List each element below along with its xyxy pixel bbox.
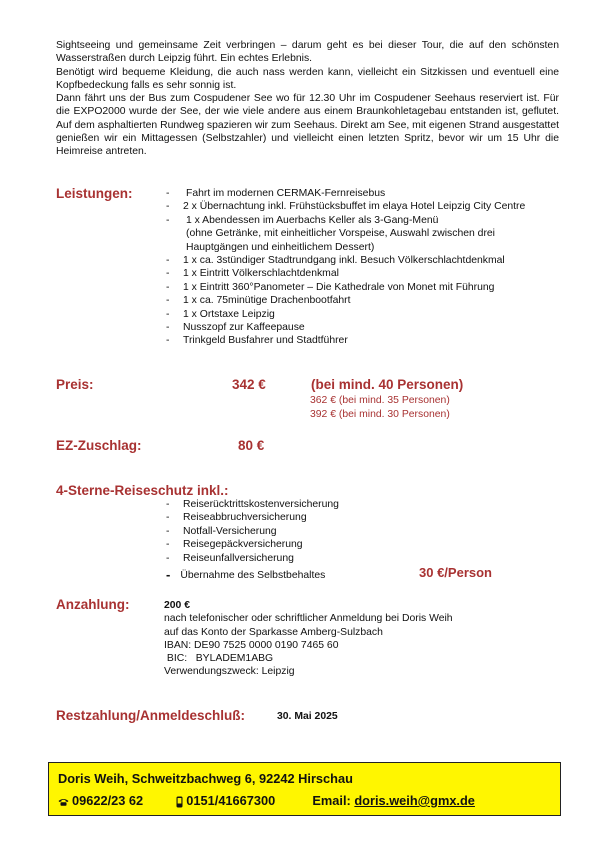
list-item: - 1 x ca. 75minütige Drachenbootfahrt — [166, 295, 351, 307]
restzahlung-date: 30. Mai 2025 — [277, 711, 338, 722]
preis-condition: (bei mind. 40 Personen) — [311, 377, 464, 392]
dinner-note-1: (ohne Getränke, mit einheitlicher Vorspeise, Auswahl zwischen drei — [186, 228, 495, 240]
list-item: - Reisegepäckversicherung — [166, 539, 303, 551]
list-item: - 1 x Eintritt 360°Panometer – Die Kathedrale von Monet mit Führung — [166, 281, 495, 293]
list-item: - Trinkgeld Busfahrer und Stadtführer — [166, 335, 348, 347]
contact-address: Doris Weih, Schweitzbachweg 6, 92242 Hirschau — [58, 771, 353, 786]
reiseschutz-list — [166, 498, 339, 565]
preis-alt-2: 392 € (bei mind. 30 Personen) — [310, 409, 450, 420]
intro-paragraph-3: Dann fährt uns der Bus zum Cospudener See wo für 12.30 Uhr im Cospudener Seehaus reserviert ist. Für die EXPO2000 wurde der See, der wie viele andere aus einem Braunkohletagebau entstanden ist, geflutet. Auf dem asphaltierten Rundweg spazieren wir zum Seehaus. Direkt am See, mit eigenen Strand ausgestattet genießen wir ein Mittagessen (Selbstzahler) und vielleicht einen letzten Spritz, bevor wir um 15 Uhr die Heimreise antreten. — [56, 93, 559, 158]
phone-number[interactable]: 09622/23 62 — [72, 793, 144, 808]
list-item: - 1 x Eintritt Völkerschlachtdenkmal — [166, 268, 339, 280]
anzahlung-line-2: auf das Konto der Sparkasse Amberg-Sulzbach — [164, 626, 383, 638]
leistungen-list — [166, 187, 525, 348]
preis-alt-1: 362 € (bei mind. 35 Personen) — [310, 395, 450, 406]
bic: BIC: BYLADEM1ABG — [164, 653, 274, 665]
ez-heading: EZ-Zuschlag: — [56, 438, 142, 453]
restzahlung-heading: Restzahlung/Anmeldeschluß: — [56, 708, 246, 723]
list-item: - Reiserücktrittskostenversicherung — [166, 499, 339, 510]
list-item: - 1 x Ortstaxe Leipzig — [166, 308, 275, 320]
list-item: - 1 x Abendessen im Auerbachs Keller als 3-Gang-Menü (ohne Getränke, mit einheitlicher Vorspeise, Auswahl zwischen drei Hauptgängen und einheitlichem Dessert) — [166, 214, 525, 254]
leistungen-heading: Leistungen: — [56, 186, 133, 201]
anzahlung-line-1: nach telefonischer oder schriftlicher Anmeldung bei Doris Weih — [164, 613, 453, 625]
verwendungszweck: Verwendungszweck: Leipzig — [164, 666, 295, 678]
contact-box — [48, 762, 561, 816]
intro-paragraph-2: Benötigt wird bequeme Kleidung, die auch nass werden kann, vielleicht ein Sitzkissen und eventuell eine Kopfbedeckung falls es sehr sonnig ist. — [56, 66, 559, 91]
mobile-number[interactable]: 0151/41667300 — [186, 793, 276, 808]
email-label: Email: — [312, 793, 351, 808]
anzahlung-details — [164, 599, 453, 679]
selbstbehalt-label: Übernahme des Selbstbehaltes — [180, 570, 326, 581]
dinner-note-2: Hauptgängen und einheitlichem Dessert) — [186, 241, 375, 253]
selbstbehalt-price: 30 €/Person — [419, 565, 492, 580]
list-item: - Reiseabbruchversicherung — [166, 512, 307, 524]
reiseschutz-heading: 4-Sterne-Reiseschutz inkl.: — [56, 483, 229, 498]
anzahlung-amount: 200 € — [164, 600, 191, 611]
preis-value: 342 € — [232, 377, 266, 392]
preis-heading: Preis: — [56, 377, 94, 392]
iban: IBAN: DE90 7525 0000 0190 7465 60 — [164, 639, 339, 651]
list-item: - Fahrt im modernen CERMAK-Fernreisebus — [166, 188, 386, 199]
telephone-icon — [58, 798, 69, 806]
list-item: - 1 x ca. 3stündiger Stadtrundgang inkl. Besuch Völkerschlachtdenkmal — [166, 255, 505, 267]
ez-value: 80 € — [238, 438, 265, 453]
selbstbehalt-row: - Übernahme des Selbstbehaltes — [166, 567, 326, 582]
contact-line — [58, 793, 475, 808]
list-item: - 2 x Übernachtung inkl. Frühstücksbuffet im elaya Hotel Leipzig City Centre — [166, 201, 526, 213]
list-item: - Reiseunfallversicherung — [166, 552, 294, 564]
intro-paragraph-1: Sightseeing und gemeinsame Zeit verbringen – darum geht es bei dieser Tour, die auf den schönsten Wasserstraßen durch Leipzig führt. Ein echtes Erlebnis. — [56, 40, 559, 65]
list-item: - Notfall-Versicherung — [166, 525, 277, 537]
list-item: - Nusszopf zur Kaffeepause — [166, 322, 305, 334]
mobile-phone-icon — [176, 796, 183, 808]
anzahlung-heading: Anzahlung: — [56, 597, 130, 612]
email-link[interactable]: doris.weih@gmx.de — [354, 793, 475, 808]
intro-text — [56, 39, 559, 159]
